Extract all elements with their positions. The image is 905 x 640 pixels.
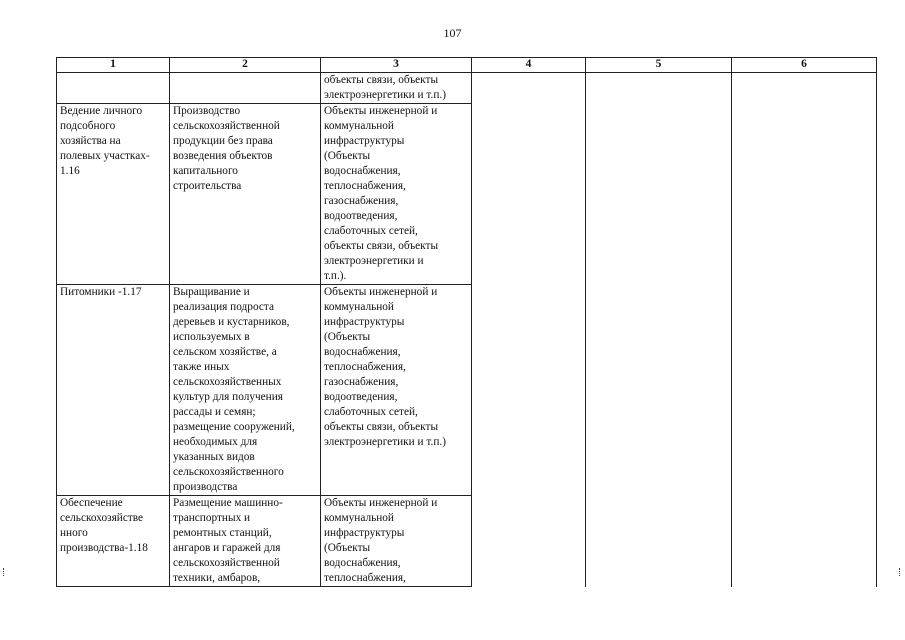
column-header-1: 1 xyxy=(57,58,170,73)
column-header-5: 5 xyxy=(586,58,732,73)
page-number: 107 xyxy=(443,26,462,40)
column-header-4: 4 xyxy=(472,58,586,73)
column-5-cell xyxy=(586,73,732,587)
land-use-table xyxy=(56,57,877,587)
row-1-use-name: Ведение личного подсобного хозяйства на полевых участках- 1.16 xyxy=(57,104,170,285)
header-row xyxy=(57,58,877,73)
left-edge-mark xyxy=(3,568,6,576)
row-3-description: Размещение машинно- транспортных и ремонтных станций, ангаров и гаражей для сельскохозяйственной техники, амбаров, xyxy=(170,496,321,587)
row-2-use-name: Питомники -1.17 xyxy=(57,285,170,496)
row-1-auxiliary-objects: Объекты инженерной и коммунальной инфраструктуры (Объекты водоснабжения, теплоснабжения, газоснабжения, водоотведения, слаботочных сетей, объекты связи, объекты электроэнергетики и т.п.). xyxy=(321,104,472,285)
row-0-auxiliary-objects: объекты связи, объекты электроэнергетики и т.п.) xyxy=(321,73,472,104)
row-1-description: Производство сельскохозяйственной продукции без права возведения объектов капитального строительства xyxy=(170,104,321,285)
column-header-3: 3 xyxy=(321,58,472,73)
row-2-auxiliary-objects: Объекты инженерной и коммунальной инфраструктуры (Объекты водоснабжения, теплоснабжения, газоснабжения, водоотведения, слаботочных сетей, объекты связи, объекты электроэнергетики и т.п.) xyxy=(321,285,472,496)
column-4-cell xyxy=(472,73,586,587)
column-header-6: 6 xyxy=(732,58,877,73)
row-3-auxiliary-objects: Объекты инженерной и коммунальной инфраструктуры (Объекты водоснабжения, теплоснабжения, xyxy=(321,496,472,587)
row-0-use-name xyxy=(57,73,170,104)
right-edge-mark xyxy=(899,568,902,576)
table-row xyxy=(57,73,877,104)
row-0-description xyxy=(170,73,321,104)
column-6-cell xyxy=(732,73,877,587)
column-header-2: 2 xyxy=(170,58,321,73)
row-3-use-name: Обеспечение сельскохозяйстве нного производства-1.18 xyxy=(57,496,170,587)
row-2-description: Выращивание и реализация подроста деревьев и кустарников, используемых в сельском хозяйстве, а также иных сельскохозяйственных культур для получения рассады и семян; размещение сооружений, необходимых для указанных видов сельскохозяйственного производства xyxy=(170,285,321,496)
